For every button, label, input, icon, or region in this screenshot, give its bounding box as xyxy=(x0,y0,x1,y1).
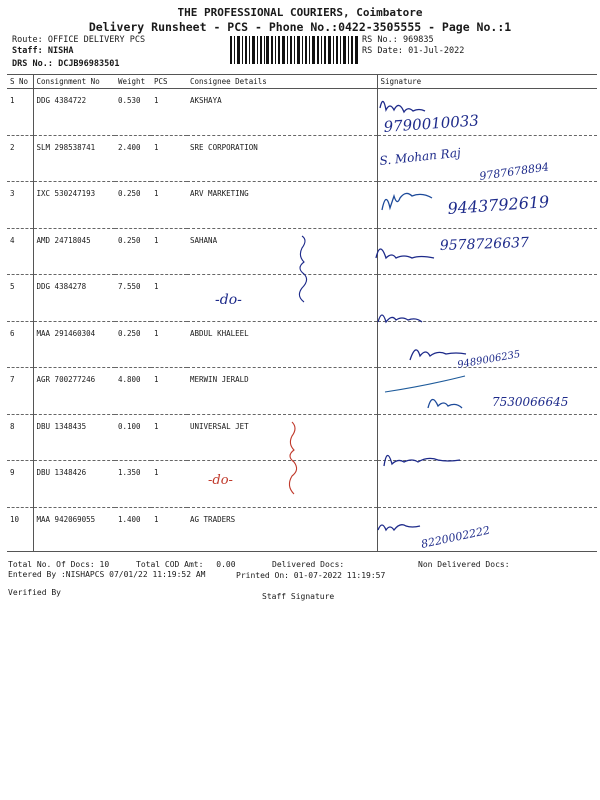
table-row xyxy=(7,368,597,415)
row-sno: 1 xyxy=(7,89,33,136)
total-cod-value: 0.00 xyxy=(216,560,236,569)
table-row xyxy=(7,507,597,551)
row-weight: 0.250 xyxy=(115,321,151,368)
cod-line xyxy=(136,560,236,569)
rs-no-value: 969835 xyxy=(402,35,434,45)
row-consignee: ABDUL KHALEEL xyxy=(187,321,377,368)
rs-date-line xyxy=(362,46,464,56)
handwritten-phone-row2: 9787678894 xyxy=(478,160,550,183)
row-pcs: 1 xyxy=(151,182,187,229)
table-row xyxy=(7,89,597,136)
row-signature xyxy=(377,414,597,461)
row-sno: 9 xyxy=(7,461,33,508)
rs-date-value: 01-Jul-2022 xyxy=(408,46,465,56)
row-sno: 5 xyxy=(7,275,33,322)
row-sno: 4 xyxy=(7,228,33,275)
handwritten-name-row2: S. Mohan Raj xyxy=(378,145,462,168)
staff-line xyxy=(12,46,73,56)
verified-by-label: Verified By xyxy=(8,588,61,597)
row-signature xyxy=(377,182,597,229)
row-consignment: DDG 4384278 xyxy=(33,275,115,322)
row-pcs: 1 xyxy=(151,135,187,182)
row-consignee: SAHANA xyxy=(187,228,377,275)
row-pcs: 1 xyxy=(151,414,187,461)
row-signature xyxy=(377,275,597,322)
col-weight: Weight xyxy=(115,75,151,89)
runsheet-table xyxy=(7,74,597,552)
route-label: Route: xyxy=(12,35,43,45)
row-consignment: AGR 700277246 xyxy=(33,368,115,415)
drs-value: DCJB96983501 xyxy=(58,59,120,69)
table-row xyxy=(7,182,597,229)
row-weight: 2.400 xyxy=(115,135,151,182)
row-weight: 4.800 xyxy=(115,368,151,415)
total-docs-label: Total No. Of Docs: xyxy=(8,560,95,569)
row-sno: 3 xyxy=(7,182,33,229)
row-signature xyxy=(377,368,597,415)
handwritten-phone-row10: 8220002222 xyxy=(419,523,492,551)
row-sno: 7 xyxy=(7,368,33,415)
row-weight: 1.350 xyxy=(115,461,151,508)
row-consignee xyxy=(187,461,377,508)
drs-label: DRS No.: xyxy=(12,59,53,69)
row-sno: 6 xyxy=(7,321,33,368)
row-pcs: 1 xyxy=(151,89,187,136)
staff-signature-label: Staff Signature xyxy=(262,592,335,601)
handwritten-ditto-row5: -do- xyxy=(215,292,242,308)
handwritten-phone-row7b: 7530066645 xyxy=(492,395,569,409)
row-signature xyxy=(377,461,597,508)
table-row xyxy=(7,461,597,508)
row-pcs: 1 xyxy=(151,507,187,551)
entered-by: Entered By :NISHAPCS 07/01/22 11:19:52 AM xyxy=(8,570,206,579)
row-consignee xyxy=(187,275,377,322)
row-pcs: 1 xyxy=(151,461,187,508)
col-sno: S No xyxy=(7,75,33,89)
staff-label: Staff: xyxy=(12,46,43,56)
row-weight: 0.100 xyxy=(115,414,151,461)
row-weight: 0.250 xyxy=(115,228,151,275)
barcode xyxy=(230,36,358,64)
total-docs-value: 10 xyxy=(99,560,110,569)
col-consignee: Consignee Details xyxy=(187,75,377,89)
row-consignee: AKSHAYA xyxy=(187,89,377,136)
row-consignment: MAA 942069055 xyxy=(33,507,115,551)
row-pcs: 1 xyxy=(151,321,187,368)
row-signature xyxy=(377,228,597,275)
row-consignee: UNIVERSAL JET xyxy=(187,414,377,461)
row-consignee: MERWIN JERALD xyxy=(187,368,377,415)
table-row xyxy=(7,135,597,182)
row-pcs: 1 xyxy=(151,368,187,415)
row-signature xyxy=(377,507,597,551)
handwritten-phone-row7a: 9489006235 xyxy=(456,349,522,371)
row-consignee: AG TRADERS xyxy=(187,507,377,551)
table-row xyxy=(7,228,597,275)
col-consignment: Consignment No xyxy=(33,75,115,89)
row-consignment: MAA 291460304 xyxy=(33,321,115,368)
row-pcs: 1 xyxy=(151,228,187,275)
row-sno: 8 xyxy=(7,414,33,461)
row-signature xyxy=(377,89,597,136)
row-weight: 0.530 xyxy=(115,89,151,136)
row-weight: 0.250 xyxy=(115,182,151,229)
row-consignment: DDG 4384722 xyxy=(33,89,115,136)
col-pcs: PCS xyxy=(151,75,187,89)
row-signature xyxy=(377,321,597,368)
row-consignment: AMD 24718045 xyxy=(33,228,115,275)
handwritten-phone-row4: 9578726637 xyxy=(439,234,530,254)
total-cod-label: Total COD Amt: xyxy=(136,560,204,569)
row-weight: 7.550 xyxy=(115,275,151,322)
non-delivered-docs-label: Non Delivered Docs: xyxy=(418,560,510,569)
staff-value: NISHA xyxy=(47,46,74,56)
table-row xyxy=(7,414,597,461)
company-title: THE PROFESSIONAL COURIERS, Coimbatore xyxy=(177,6,423,19)
delivered-docs-label: Delivered Docs: xyxy=(272,560,345,569)
table-header-row xyxy=(7,75,597,89)
rs-no-label: RS No.: xyxy=(362,35,398,45)
row-weight: 1.400 xyxy=(115,507,151,551)
row-consignment: SLM 298538741 xyxy=(33,135,115,182)
row-consignee: ARV MARKETING xyxy=(187,182,377,229)
table-row xyxy=(7,275,597,322)
row-consignee: SRE CORPORATION xyxy=(187,135,377,182)
printed-on: Printed On: 01-07-2022 11:19:57 xyxy=(236,571,386,580)
drs-line xyxy=(12,59,120,69)
handwritten-ditto-row9: -do- xyxy=(208,473,233,488)
handwritten-phone-row1: 9790010033 xyxy=(383,111,480,136)
row-consignment: DBU 1348435 xyxy=(33,414,115,461)
row-consignment: DBU 1348426 xyxy=(33,461,115,508)
route-value: OFFICE DELIVERY PCS xyxy=(47,35,146,45)
route-line xyxy=(12,35,145,45)
handwritten-phone-row3: 9443792619 xyxy=(446,191,550,218)
runsheet-subtitle: Delivery Runsheet - PCS - Phone No.:0422-3505555 - Page No.:1 xyxy=(88,20,512,34)
table-row xyxy=(7,321,597,368)
rs-date-label: RS Date: xyxy=(362,46,403,56)
totals-line xyxy=(8,560,109,569)
rs-no-line xyxy=(362,35,434,45)
row-sno: 10 xyxy=(7,507,33,551)
row-pcs: 1 xyxy=(151,275,187,322)
row-sno: 2 xyxy=(7,135,33,182)
row-consignment: IXC 530247193 xyxy=(33,182,115,229)
col-signature: Signature xyxy=(377,75,597,89)
row-signature xyxy=(377,135,597,182)
